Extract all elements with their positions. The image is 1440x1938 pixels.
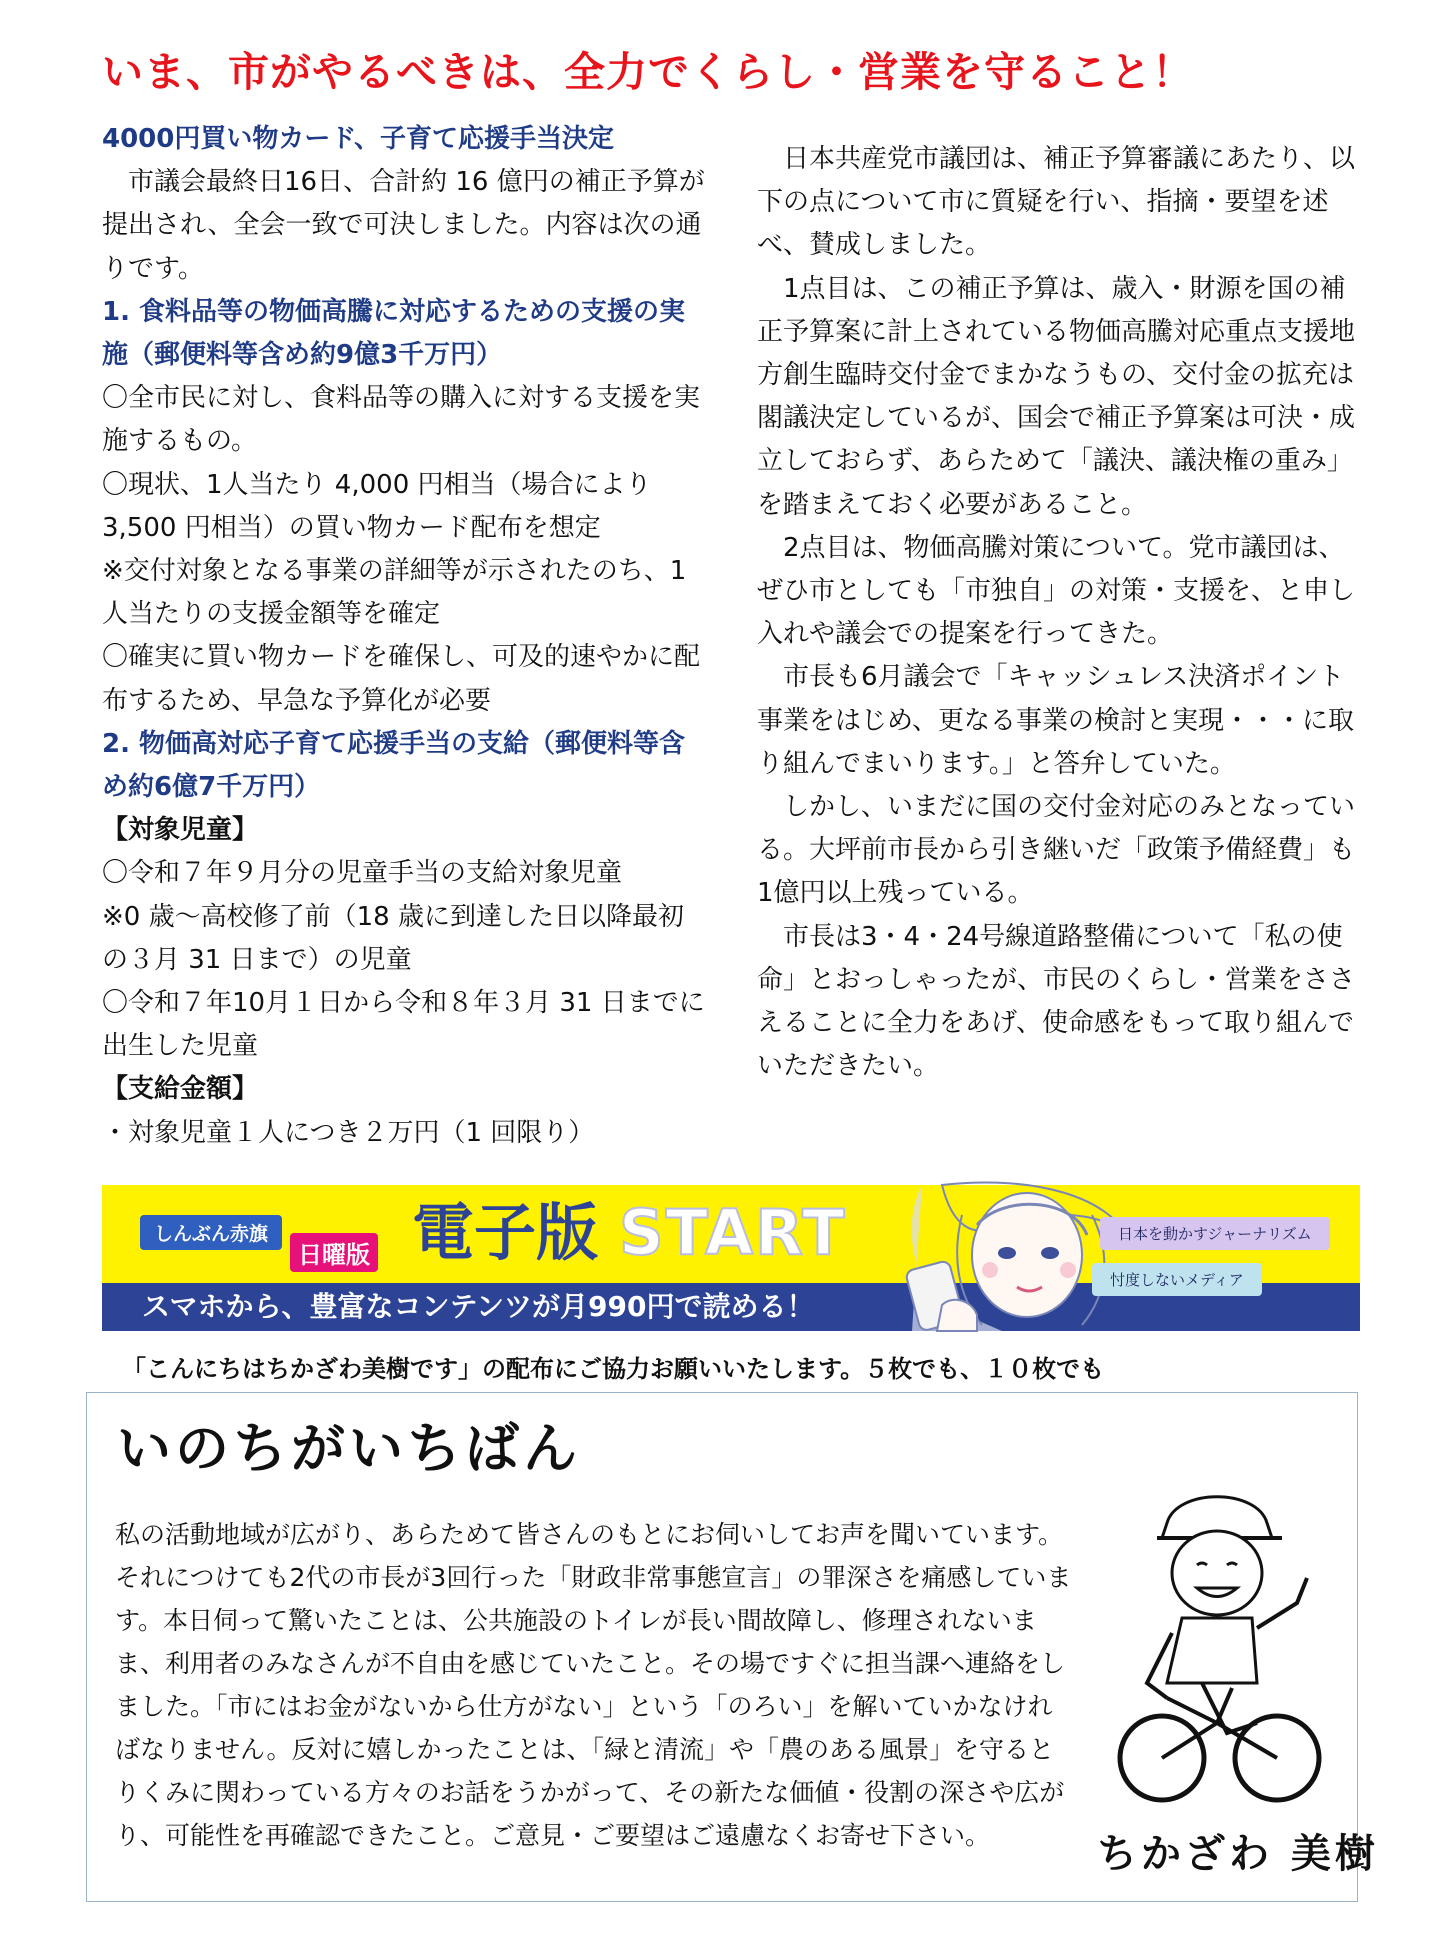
item1-line: 〇全市民に対し、食料品等の購入に対する支援を実施するもの。 xyxy=(102,383,701,457)
column-text: 私の活動地域が広がり、あらためて皆さんのもとにお伺いしてお声を聞いています。それにつけても2代の市長が3回行った「財政非常事態宣言」の罪深さを痛感しています。本日伺って驚いたことは、公共施設のトイレが長い間故障し、修理されないまま、利用者のみなさんが不自由を感じていたこと。その場ですぐに担当課へ連絡をしました。「市にはお金がないから仕方がない」という「のろい」を解いていかなければなりません。反対に嬉しかったことは、「緑と清流」や「農のある風景」を守るとりくみに関わっている方々のお話をうかがって、その新たな価値・役割の深さや広がり、可能性を再確認できたこと。ご意見・ご要望はご遠慮なくお寄せ下さい。 xyxy=(115,1520,1072,1850)
right-paragraph: 2点目は、物価高騰対策について。党市議団は、ぜひ市としても「市独自」の対策・支援を、と申し入れや議会での提案を行ってきた。 xyxy=(757,532,1356,650)
journalism-chip: 日本を動かすジャーナリズム xyxy=(1100,1217,1330,1250)
inochi-ga-ichiban-logo xyxy=(117,1411,637,1483)
page-headline: いま、市がやるべきは、全力でくらし・営業を守ること！ xyxy=(102,48,1194,96)
left-column xyxy=(102,118,707,1155)
right-paragraph: 市長も6月議会で「キャッシュレス決済ポイント事業をはじめ、更なる事業の検討と実現・・・に取り組んでまいります。」と答弁していた。 xyxy=(757,662,1354,779)
column-body xyxy=(115,1513,1075,1857)
item1-line: 〇現状、1人当たり 4,000 円相当（場合により3,500 円相当）の買い物カード配布を想定 xyxy=(102,469,652,543)
item1-line: ※交付対象となる事業の詳細等が示されたのち、1人当たりの支援金額等を確定 xyxy=(102,556,687,630)
right-paragraph: 1点目は、この補正予算は、歳入・財源を国の補正予算案に計上されている物価高騰対応重点支援地方創生臨時交付金でまかなうもの、交付金の拡充は閣議決定しているが、国会で補正予算案は可決・成立しておらず、あらためて「議決、議決権の重み」を踏まえておく必要があること。 xyxy=(757,273,1356,520)
target-line: 〇令和７年９月分の児童手当の支給対象児童 xyxy=(102,858,623,889)
right-column xyxy=(757,138,1357,1088)
akahata-banner[interactable] xyxy=(102,1185,1360,1331)
target-line: 〇令和７年10月１日から令和８年３月 31 日までに出生した児童 xyxy=(102,988,705,1062)
target-line: ※0 歳～高校修了前（18 歳に到達した日以降最初の３月 31 日まで）の児童 xyxy=(102,901,684,975)
left-intro: 市議会最終日16日、合計約 16 億円の補正予算が提出され、全会一致で可決しました。内容は次の通りです。 xyxy=(102,167,705,284)
right-paragraph: しかし、いまだに国の交付金対応のみとなっている。大坪前市長から引き継いだ「政策予備経費」も1億円以上残っている。 xyxy=(757,792,1356,909)
distribution-notice: 「こんにちはちかざわ美樹です」の配布にご協力お願いいたします。５枚でも、１０枚でも xyxy=(122,1355,1105,1383)
brand-lettering: いのちがいちばん xyxy=(117,1416,581,1480)
cyclist-illustration-icon xyxy=(1107,1483,1327,1813)
amount-line: ・対象児童１人につき２万円（1 回限り） xyxy=(102,1117,595,1148)
item1-heading: 1. 食料品等の物価高騰に対応するための支援の実施（郵便料等含め約9億3千万円） xyxy=(102,296,686,371)
banner-main-title: 電子版 xyxy=(412,1196,599,1269)
item1-line: 〇確実に買い物カードを確保し、可及的速やかに配布するため、早急な予算化が必要 xyxy=(102,642,701,716)
right-paragraph: 日本共産党市議団は、補正予算審議にあたり、以下の点について市に質疑を行い、指摘・要望を述べ、賛成しました。 xyxy=(757,144,1356,261)
edition-label: 日曜版 xyxy=(290,1233,378,1272)
media-chip: 忖度しないメディア xyxy=(1092,1263,1262,1296)
right-paragraph: 市長は3・4・24号線道路整備について「私の使命」とおっしゃったが、市民のくらし・営業をささえることに全力をあげ、使命感をもって取り組んでいただきたい。 xyxy=(757,921,1356,1082)
banner-subtitle: スマホから、豊富なコンテンツが月990円で読める！ xyxy=(142,1290,815,1323)
item2-heading: 2. 物価高対応子育て応援手当の支給（郵便料等含め約6億7千万円） xyxy=(102,728,686,803)
shinbun-label: しんぶん赤旗 xyxy=(140,1215,282,1250)
left-title: 4000円買い物カード、子育て応援手当決定 xyxy=(102,124,615,154)
illustrated-woman-icon xyxy=(882,1185,1162,1331)
target-label: 【対象児童】 xyxy=(102,815,259,846)
banner-start-label: START xyxy=(619,1196,847,1269)
signature xyxy=(1097,1821,1379,1881)
amount-label: 【支給金額】 xyxy=(102,1074,259,1105)
signature-text: ちかざわ 美樹 xyxy=(1097,1830,1379,1877)
signature-lettering xyxy=(1097,1821,1379,1881)
column-box xyxy=(86,1392,1379,1902)
